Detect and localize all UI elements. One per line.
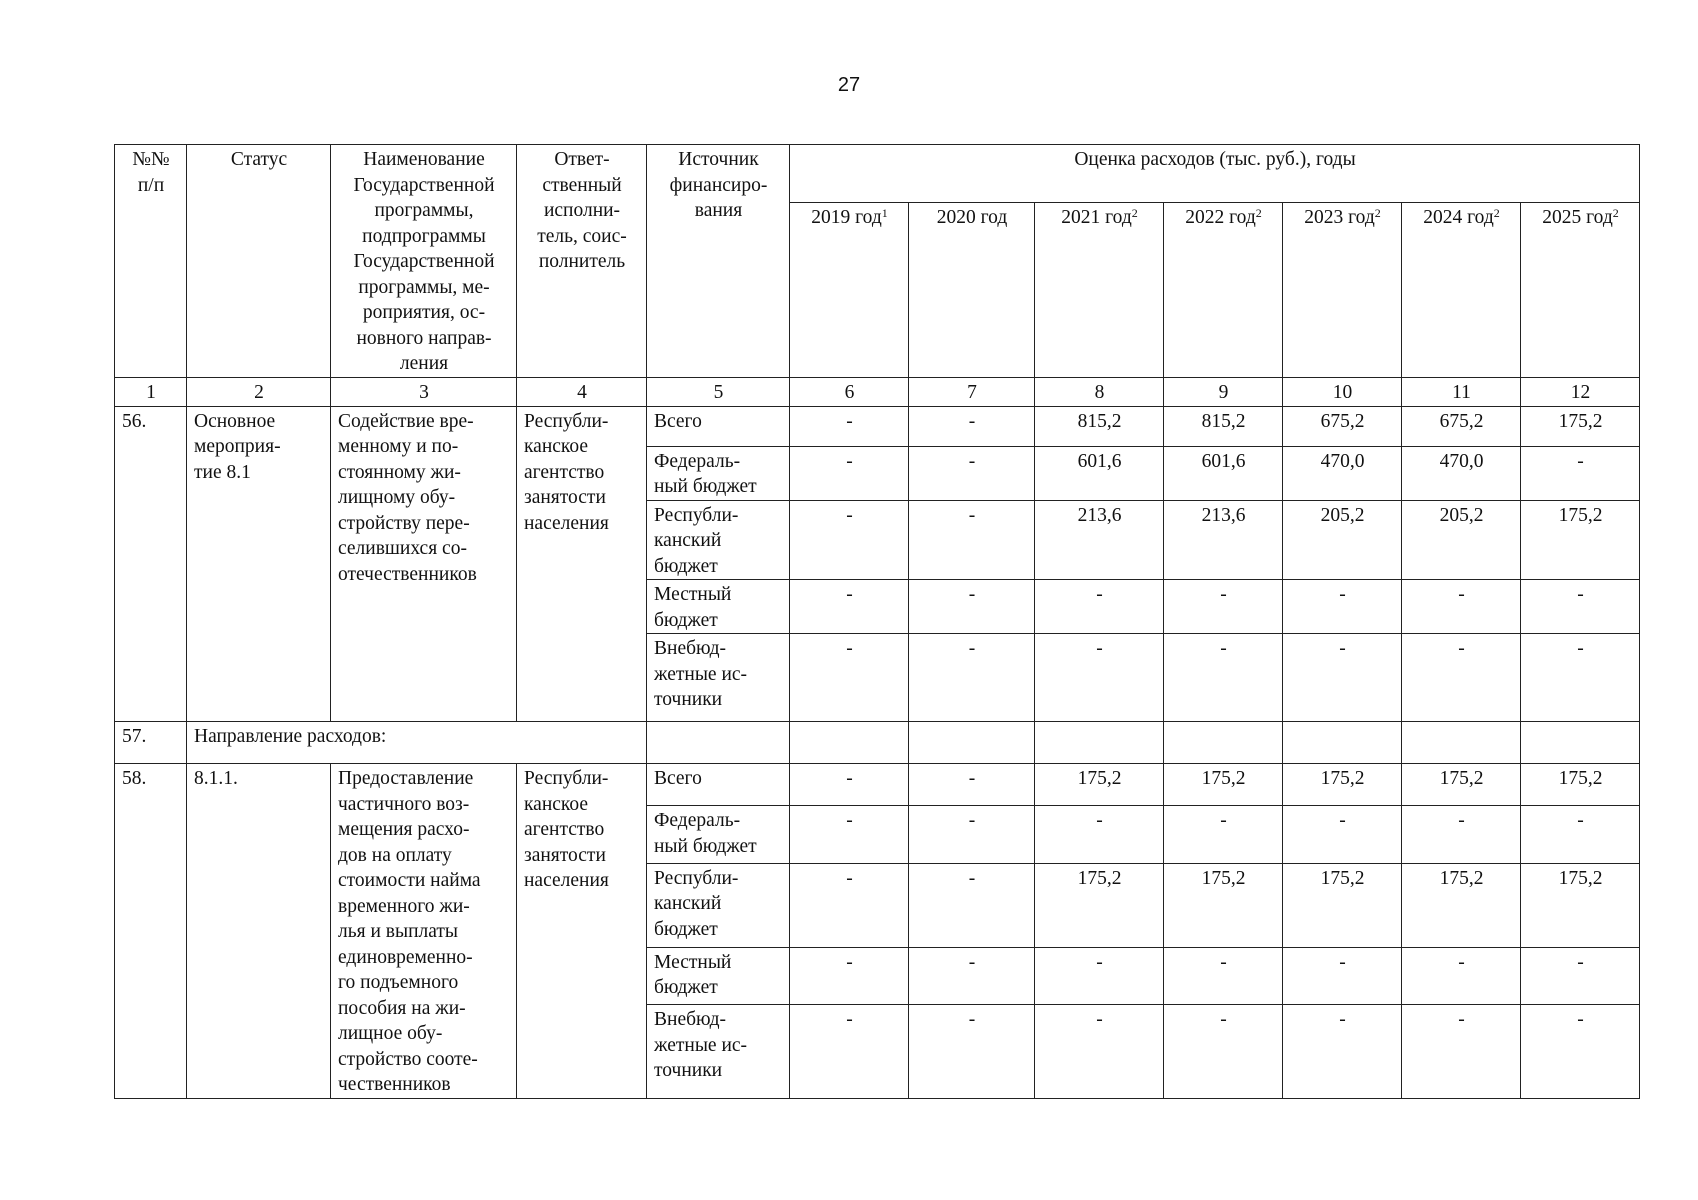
table-row	[115, 764, 1640, 806]
value-cell: -	[909, 580, 1035, 634]
value-cell: 175,2	[1521, 500, 1640, 580]
header-year	[909, 203, 1035, 378]
value-cell: -	[790, 634, 909, 722]
row-responsible: Республи- канское агентство занятости населения	[517, 764, 647, 1099]
value-cell: 175,2	[1035, 863, 1164, 947]
value-cell: -	[909, 863, 1035, 947]
value-cell: 175,2	[1402, 863, 1521, 947]
value-cell: 175,2	[1035, 764, 1164, 806]
value-cell: 175,2	[1521, 406, 1640, 446]
footnote-mark: 2	[1131, 206, 1138, 220]
value-cell: -	[1521, 580, 1640, 634]
header-costs: Оценка расходов (тыс. руб.), годы	[790, 145, 1640, 203]
expense-table	[114, 144, 1640, 1099]
value-cell: -	[790, 446, 909, 500]
value-cell: -	[1402, 947, 1521, 1004]
value-cell: -	[1035, 806, 1164, 863]
source-label: Всего	[647, 406, 790, 446]
header-year	[790, 203, 909, 378]
row-name: Содействие вре- менному и по- стоянному жи- лищному обу- стройству пере- селившихся со- отечественников	[331, 406, 517, 722]
value-cell: -	[1521, 634, 1640, 722]
value-cell: -	[790, 806, 909, 863]
row-number: 56.	[115, 406, 187, 722]
value-cell: 213,6	[1035, 500, 1164, 580]
value-cell: -	[790, 947, 909, 1004]
year-label: 2024 год	[1423, 207, 1494, 228]
empty-cell	[909, 722, 1035, 764]
row-status: Основное мероприя- тие 8.1	[187, 406, 331, 722]
table-body	[115, 406, 1640, 1098]
value-cell: -	[1521, 806, 1640, 863]
value-cell: -	[1035, 947, 1164, 1004]
row-status: 8.1.1.	[187, 764, 331, 1099]
source-label: Местный бюджет	[647, 947, 790, 1004]
column-index: 4	[517, 378, 647, 407]
empty-cell	[1521, 722, 1640, 764]
value-cell: -	[909, 500, 1035, 580]
column-index: 1	[115, 378, 187, 407]
empty-cell	[647, 722, 790, 764]
footnote-mark: 2	[1612, 206, 1619, 220]
column-index: 2	[187, 378, 331, 407]
value-cell: 175,2	[1521, 764, 1640, 806]
header-num: №№ п/п	[115, 145, 187, 378]
column-index: 9	[1164, 378, 1283, 407]
value-cell: 175,2	[1283, 863, 1402, 947]
value-cell: -	[790, 500, 909, 580]
column-index: 7	[909, 378, 1035, 407]
value-cell: -	[909, 406, 1035, 446]
value-cell: -	[1521, 947, 1640, 1004]
value-cell: -	[1164, 806, 1283, 863]
column-index: 6	[790, 378, 909, 407]
empty-cell	[1035, 722, 1164, 764]
value-cell: -	[790, 406, 909, 446]
value-cell: -	[1164, 1005, 1283, 1098]
value-cell: 213,6	[1164, 500, 1283, 580]
year-label: 2020 год	[936, 207, 1008, 228]
year-label: 2025 год	[1542, 207, 1613, 228]
value-cell: 205,2	[1402, 500, 1521, 580]
value-cell: -	[1283, 580, 1402, 634]
value-cell: -	[909, 947, 1035, 1004]
header-status: Статус	[187, 145, 331, 378]
year-label: 2021 год	[1061, 207, 1132, 228]
footnote-mark: 2	[1374, 206, 1381, 220]
value-cell: -	[1164, 580, 1283, 634]
row-name: Предоставление частичного воз- мещения расхо- дов на оплату стоимости найма временного жи- лья и выплаты единовременно- го подъемного пособия на жи- лищное обу- стройство соотe- чественников	[331, 764, 517, 1099]
value-cell: 175,2	[1164, 764, 1283, 806]
year-label: 2023 год	[1304, 207, 1375, 228]
source-label: Федераль- ный бюджет	[647, 446, 790, 500]
table-row	[115, 406, 1640, 446]
column-index: 12	[1521, 378, 1640, 407]
value-cell: 675,2	[1283, 406, 1402, 446]
value-cell: 175,2	[1402, 764, 1521, 806]
section-label: Направление расходов:	[187, 722, 647, 764]
row-number: 58.	[115, 764, 187, 1099]
value-cell: -	[790, 1005, 909, 1098]
footnote-mark: 2	[1493, 206, 1500, 220]
value-cell: -	[1283, 947, 1402, 1004]
source-label: Республи- канский бюджет	[647, 863, 790, 947]
source-label: Республи- канский бюджет	[647, 500, 790, 580]
value-cell: -	[1402, 634, 1521, 722]
value-cell: 175,2	[1164, 863, 1283, 947]
empty-cell	[790, 722, 909, 764]
value-cell: -	[1164, 634, 1283, 722]
header-year	[1521, 203, 1640, 378]
empty-cell	[1164, 722, 1283, 764]
value-cell: 205,2	[1283, 500, 1402, 580]
footnote-mark: 1	[881, 206, 888, 220]
row-number: 57.	[115, 722, 187, 764]
source-label: Внебюд- жетные ис- точники	[647, 1005, 790, 1098]
source-label: Внебюд- жетные ис- точники	[647, 634, 790, 722]
column-index: 3	[331, 378, 517, 407]
value-cell: 175,2	[1521, 863, 1640, 947]
value-cell: -	[909, 634, 1035, 722]
section-row	[115, 722, 1640, 764]
value-cell: -	[909, 446, 1035, 500]
value-cell: 175,2	[1283, 764, 1402, 806]
value-cell: -	[909, 1005, 1035, 1098]
header-name: Наименование Государственной программы, подпрограммы Государственной программы, ме- роприятия, ос- новного направ- ления	[331, 145, 517, 378]
column-index: 8	[1035, 378, 1164, 407]
table-header	[115, 145, 1640, 407]
value-cell: -	[1521, 446, 1640, 500]
empty-cell	[1283, 722, 1402, 764]
value-cell: -	[1402, 806, 1521, 863]
column-index: 11	[1402, 378, 1521, 407]
header-year	[1164, 203, 1283, 378]
header-source: Источник финансиро- вания	[647, 145, 790, 378]
column-index: 10	[1283, 378, 1402, 407]
value-cell: -	[1521, 1005, 1640, 1098]
empty-cell	[1402, 722, 1521, 764]
value-cell: -	[790, 764, 909, 806]
value-cell: 675,2	[1402, 406, 1521, 446]
value-cell: -	[1035, 580, 1164, 634]
header-year	[1283, 203, 1402, 378]
value-cell: -	[790, 863, 909, 947]
value-cell: -	[1283, 634, 1402, 722]
value-cell: -	[1283, 806, 1402, 863]
source-label: Местный бюджет	[647, 580, 790, 634]
value-cell: -	[1035, 1005, 1164, 1098]
column-index: 5	[647, 378, 790, 407]
value-cell: -	[909, 806, 1035, 863]
header-year	[1402, 203, 1521, 378]
year-label: 2019 год	[811, 207, 882, 228]
value-cell: 815,2	[1164, 406, 1283, 446]
value-cell: -	[790, 580, 909, 634]
value-cell: -	[1402, 580, 1521, 634]
value-cell: 815,2	[1035, 406, 1164, 446]
value-cell: 470,0	[1402, 446, 1521, 500]
source-label: Всего	[647, 764, 790, 806]
header-year	[1035, 203, 1164, 378]
header-responsible: Ответ- ственный исполни- тель, соис- полнитель	[517, 145, 647, 378]
value-cell: 470,0	[1283, 446, 1402, 500]
value-cell: 601,6	[1035, 446, 1164, 500]
value-cell: -	[1035, 634, 1164, 722]
value-cell: -	[909, 764, 1035, 806]
year-label: 2022 год	[1185, 207, 1256, 228]
value-cell: -	[1164, 947, 1283, 1004]
row-responsible: Республи- канское агентство занятости населения	[517, 406, 647, 722]
footnote-mark: 2	[1255, 206, 1262, 220]
source-label: Федераль- ный бюджет	[647, 806, 790, 863]
value-cell: -	[1283, 1005, 1402, 1098]
value-cell: 601,6	[1164, 446, 1283, 500]
page-number: 27	[837, 74, 861, 96]
value-cell: -	[1402, 1005, 1521, 1098]
